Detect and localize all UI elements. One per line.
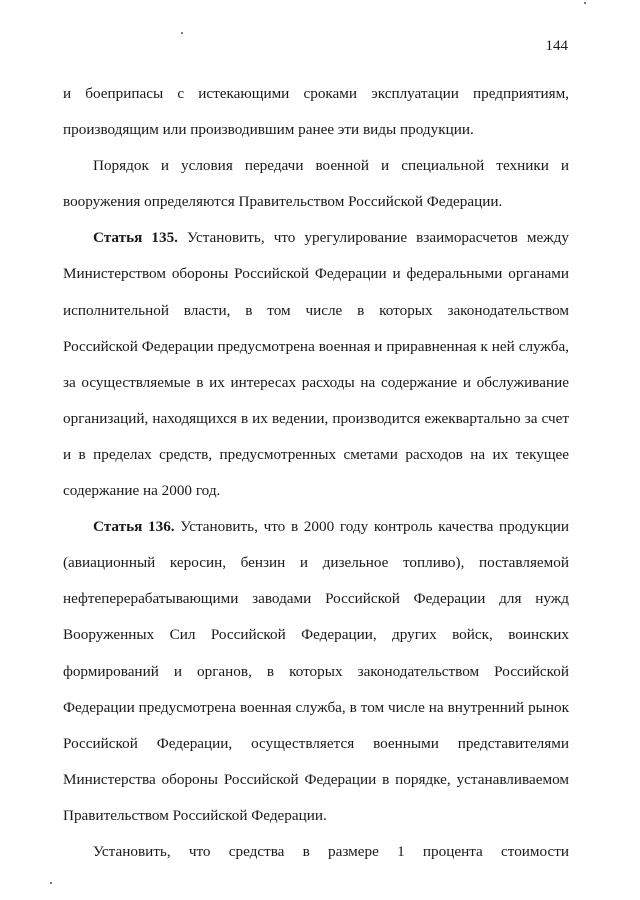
paragraph-text: Установить, что урегулирование взаиморасчетов между Министерством обороны Российской Федерации и федеральными органами исполнительной власти, в том числе в которых законодательством Российской Федерации предусмотрена военная и приравненная к ней служба, за осуществляемые в их интересах расходы на содержание и обслуживание организаций, находящихся в их ведении, производится ежеквартально за счет и в пределах средств, предусмотренных сметами расходов на их текущее содержание на 2000 год. <box>63 229 569 500</box>
paragraph-transfer-procedure <box>63 148 569 220</box>
scan-speck <box>584 2 586 4</box>
article-label: Статья 136. <box>93 518 175 536</box>
paragraph-article-136 <box>63 509 569 834</box>
paragraph-text: Установить, что средства в размере 1 процента стоимости <box>93 842 569 860</box>
paragraph-text: Установить, что в 2000 году контроль качества продукции (авиационный керосин, бензин и дизельное топливо), поставляемой нефтеперерабатывающими заводами Российской Федерации для нужд Вооруженных Сил Российской Федерации, других войск, воинских формирований и органов, в которых законодательством Российской Федерации предусмотрена военная служба, в том числе на внутренний рынок Российской Федерации, осуществляется военными представителями Министерства обороны Российской Федерации в порядке, устанавливаемом Правительством Российской Федерации. <box>63 518 569 824</box>
body-text <box>63 76 569 870</box>
paragraph-text: и боеприпасы с истекающими сроками эксплуатации предприятиям, производящим или производившим ранее эти виды продукции. <box>63 85 569 139</box>
paragraph-continuation <box>63 76 569 148</box>
page-number: 144 <box>545 38 568 54</box>
paragraph-funds <box>63 834 569 870</box>
paragraph-text: Порядок и условия передачи военной и специальной техники и вооружения определяются Правительством Российской Федерации. <box>63 157 569 211</box>
scan-speck <box>50 882 52 884</box>
article-label: Статья 135. <box>93 229 178 247</box>
paragraph-article-135 <box>63 220 569 509</box>
scan-speck <box>181 32 183 34</box>
